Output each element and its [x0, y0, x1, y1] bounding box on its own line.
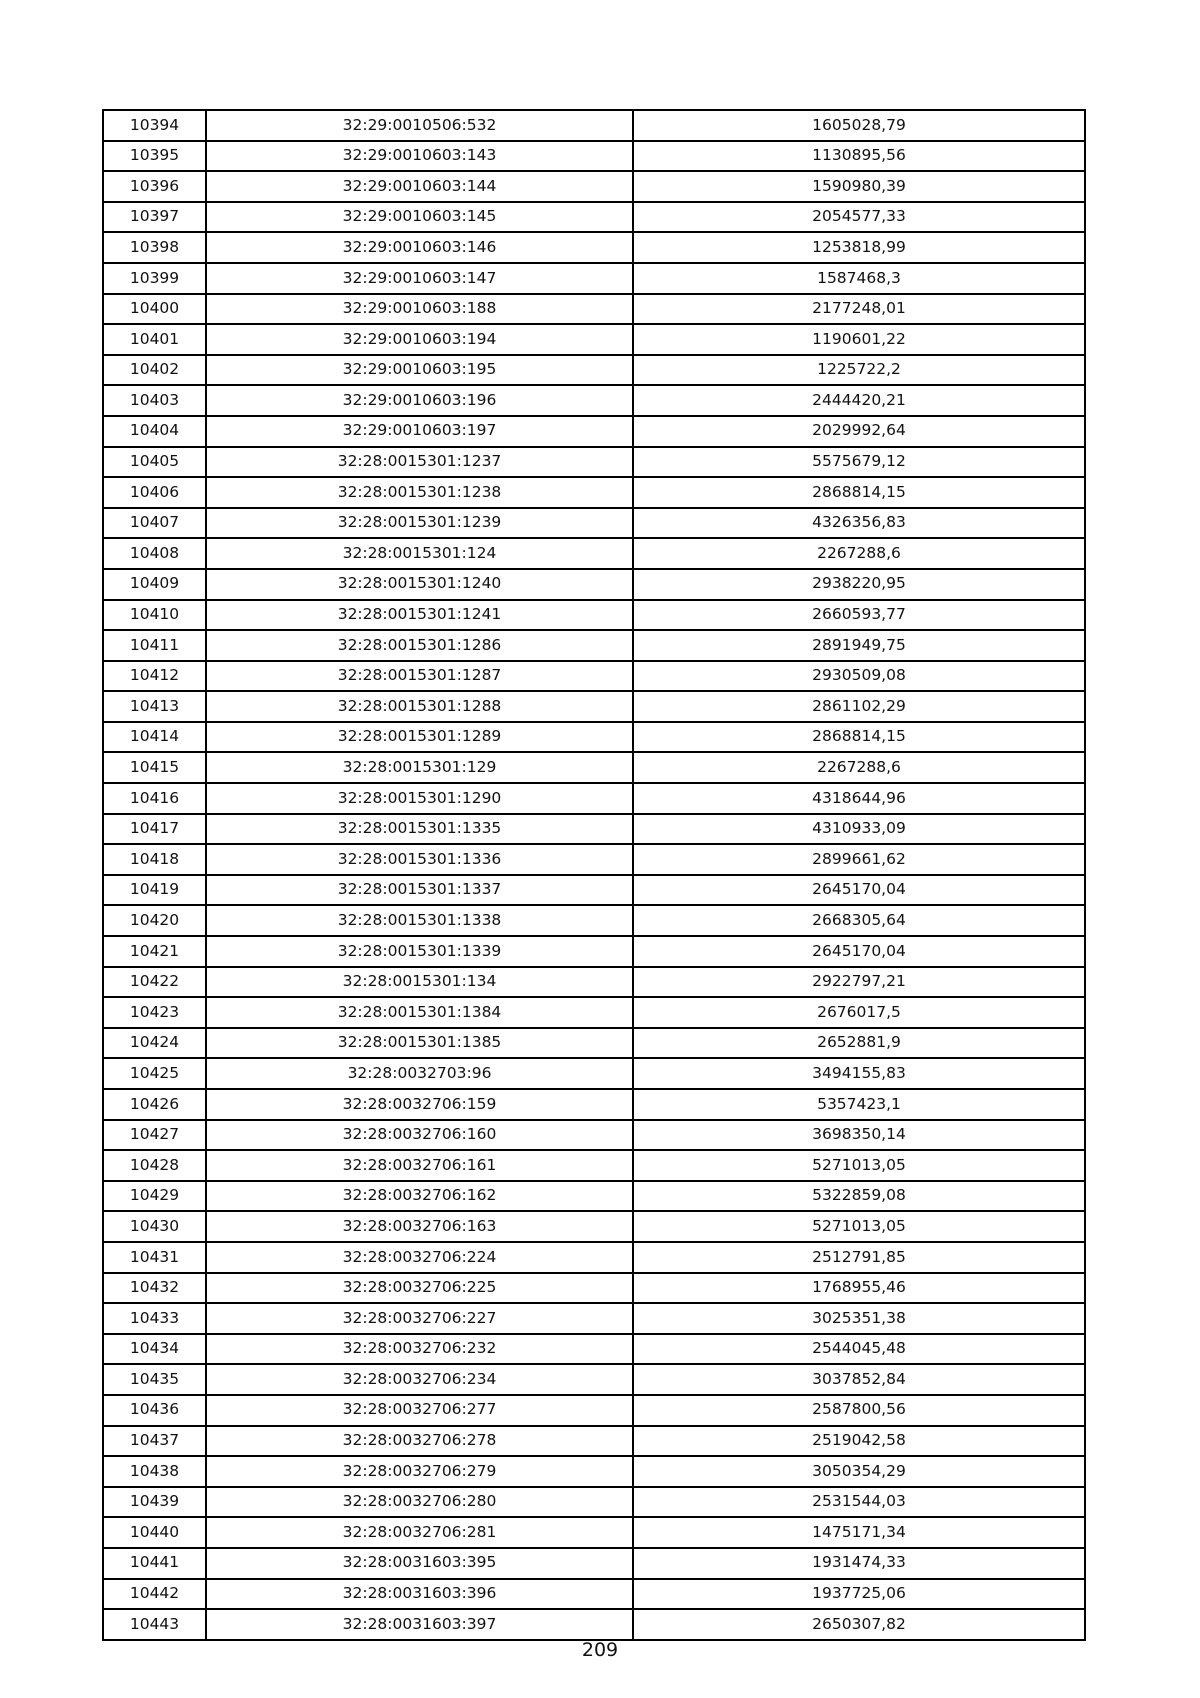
row-number-cell: 10411	[103, 630, 206, 661]
row-number-cell: 10439	[103, 1487, 206, 1518]
cadastral-value-cell: 2868814,15	[633, 722, 1085, 753]
cadastral-value-cell: 2868814,15	[633, 477, 1085, 508]
cadastral-number-cell: 32:28:0032706:281	[206, 1517, 633, 1548]
row-number-cell: 10406	[103, 477, 206, 508]
table-row	[103, 1120, 1085, 1151]
row-number-cell: 10430	[103, 1211, 206, 1242]
table-row	[103, 844, 1085, 875]
cadastral-number-cell: 32:29:0010603:145	[206, 202, 633, 233]
cadastral-number-cell: 32:29:0010603:147	[206, 263, 633, 294]
cadastral-value-cell: 5322859,08	[633, 1181, 1085, 1212]
table-row	[103, 447, 1085, 478]
table-row	[103, 905, 1085, 936]
cadastral-number-cell: 32:28:0015301:1336	[206, 844, 633, 875]
table-row	[103, 936, 1085, 967]
row-number-cell: 10395	[103, 141, 206, 172]
cadastral-number-cell: 32:29:0010603:144	[206, 171, 633, 202]
cadastral-value-cell: 2899661,62	[633, 844, 1085, 875]
table-row	[103, 1487, 1085, 1518]
row-number-cell: 10427	[103, 1120, 206, 1151]
cadastral-value-cell: 4318644,96	[633, 783, 1085, 814]
cadastral-number-cell: 32:28:0032706:232	[206, 1334, 633, 1365]
table-row	[103, 1456, 1085, 1487]
table-row	[103, 110, 1085, 141]
cadastral-number-cell: 32:28:0032706:224	[206, 1242, 633, 1273]
table-row	[103, 1181, 1085, 1212]
row-number-cell: 10423	[103, 997, 206, 1028]
cadastral-value-cell: 1475171,34	[633, 1517, 1085, 1548]
cadastral-number-cell: 32:29:0010603:188	[206, 294, 633, 325]
table-row	[103, 569, 1085, 600]
cadastral-number-cell: 32:28:0032706:227	[206, 1303, 633, 1334]
table-row	[103, 783, 1085, 814]
cadastral-number-cell: 32:28:0015301:1335	[206, 814, 633, 845]
cadastral-value-cell: 2891949,75	[633, 630, 1085, 661]
cadastral-number-cell: 32:28:0032706:163	[206, 1211, 633, 1242]
table-row	[103, 1334, 1085, 1365]
table-row	[103, 752, 1085, 783]
row-number-cell: 10419	[103, 875, 206, 906]
table-row	[103, 997, 1085, 1028]
table-body	[103, 110, 1085, 1640]
row-number-cell: 10398	[103, 232, 206, 263]
row-number-cell: 10421	[103, 936, 206, 967]
cadastral-value-cell: 2660593,77	[633, 600, 1085, 631]
table-row	[103, 1426, 1085, 1457]
cadastral-value-cell: 1937725,06	[633, 1579, 1085, 1610]
row-number-cell: 10442	[103, 1579, 206, 1610]
table-row	[103, 355, 1085, 386]
table-row	[103, 538, 1085, 569]
row-number-cell: 10404	[103, 416, 206, 447]
cadastral-number-cell: 32:28:0032706:161	[206, 1150, 633, 1181]
cadastral-number-cell: 32:28:0032706:234	[206, 1364, 633, 1395]
cadastral-number-cell: 32:28:0015301:134	[206, 967, 633, 998]
row-number-cell: 10409	[103, 569, 206, 600]
cadastral-number-cell: 32:28:0015301:1290	[206, 783, 633, 814]
row-number-cell: 10399	[103, 263, 206, 294]
cadastral-value-cell: 4310933,09	[633, 814, 1085, 845]
cadastral-value-cell: 1587468,3	[633, 263, 1085, 294]
cadastral-number-cell: 32:28:0031603:395	[206, 1548, 633, 1579]
table-row	[103, 1303, 1085, 1334]
table-row	[103, 1242, 1085, 1273]
cadastral-number-cell: 32:28:0015301:1286	[206, 630, 633, 661]
cadastral-value-cell: 2645170,04	[633, 875, 1085, 906]
cadastral-number-cell: 32:28:0015301:1339	[206, 936, 633, 967]
row-number-cell: 10405	[103, 447, 206, 478]
table-row	[103, 171, 1085, 202]
table-row	[103, 600, 1085, 631]
cadastral-number-cell: 32:28:0015301:1385	[206, 1028, 633, 1059]
cadastral-number-cell: 32:28:0015301:1240	[206, 569, 633, 600]
cadastral-number-cell: 32:28:0032706:159	[206, 1089, 633, 1120]
cadastral-number-cell: 32:28:0015301:1237	[206, 447, 633, 478]
cadastral-number-cell: 32:29:0010603:143	[206, 141, 633, 172]
row-number-cell: 10425	[103, 1058, 206, 1089]
table-row	[103, 1150, 1085, 1181]
row-number-cell: 10432	[103, 1273, 206, 1304]
cadastral-number-cell: 32:28:0015301:1337	[206, 875, 633, 906]
cadastral-value-cell: 1190601,22	[633, 324, 1085, 355]
row-number-cell: 10440	[103, 1517, 206, 1548]
table-row	[103, 1609, 1085, 1640]
table-row	[103, 385, 1085, 416]
table-row	[103, 630, 1085, 661]
cadastral-value-cell: 2519042,58	[633, 1426, 1085, 1457]
cadastral-value-cell: 2444420,21	[633, 385, 1085, 416]
cadastral-number-cell: 32:28:0015301:1289	[206, 722, 633, 753]
row-number-cell: 10402	[103, 355, 206, 386]
table-row	[103, 294, 1085, 325]
cadastral-value-cell: 5271013,05	[633, 1150, 1085, 1181]
cadastral-number-cell: 32:29:0010603:194	[206, 324, 633, 355]
cadastral-number-cell: 32:28:0032706:279	[206, 1456, 633, 1487]
table-row	[103, 1548, 1085, 1579]
table-row	[103, 232, 1085, 263]
table-row	[103, 141, 1085, 172]
table-row	[103, 477, 1085, 508]
table-row	[103, 1579, 1085, 1610]
row-number-cell: 10438	[103, 1456, 206, 1487]
row-number-cell: 10418	[103, 844, 206, 875]
cadastral-number-cell: 32:28:0015301:1241	[206, 600, 633, 631]
cadastral-value-cell: 2938220,95	[633, 569, 1085, 600]
cadastral-number-cell: 32:28:0015301:1287	[206, 661, 633, 692]
cadastral-number-cell: 32:28:0015301:124	[206, 538, 633, 569]
cadastral-number-cell: 32:28:0015301:129	[206, 752, 633, 783]
table-row	[103, 1517, 1085, 1548]
cadastral-number-cell: 32:28:0031603:397	[206, 1609, 633, 1640]
row-number-cell: 10394	[103, 110, 206, 141]
cadastral-value-cell: 1768955,46	[633, 1273, 1085, 1304]
cadastral-number-cell: 32:28:0015301:1239	[206, 508, 633, 539]
cadastral-number-cell: 32:28:0032706:278	[206, 1426, 633, 1457]
cadastral-number-cell: 32:29:0010506:532	[206, 110, 633, 141]
row-number-cell: 10422	[103, 967, 206, 998]
row-number-cell: 10429	[103, 1181, 206, 1212]
row-number-cell: 10424	[103, 1028, 206, 1059]
row-number-cell: 10434	[103, 1334, 206, 1365]
cadastral-value-cell: 2029992,64	[633, 416, 1085, 447]
cadastral-value-cell: 2922797,21	[633, 967, 1085, 998]
row-number-cell: 10403	[103, 385, 206, 416]
cadastral-number-cell: 32:28:0015301:1288	[206, 691, 633, 722]
row-number-cell: 10420	[103, 905, 206, 936]
row-number-cell: 10426	[103, 1089, 206, 1120]
cadastral-number-cell: 32:28:0015301:1384	[206, 997, 633, 1028]
cadastral-number-cell: 32:28:0031603:396	[206, 1579, 633, 1610]
table-row	[103, 324, 1085, 355]
row-number-cell: 10412	[103, 661, 206, 692]
table-row	[103, 1211, 1085, 1242]
cadastral-value-cell: 5357423,1	[633, 1089, 1085, 1120]
cadastral-number-cell: 32:29:0010603:197	[206, 416, 633, 447]
cadastral-value-cell: 2054577,33	[633, 202, 1085, 233]
row-number-cell: 10428	[103, 1150, 206, 1181]
row-number-cell: 10435	[103, 1364, 206, 1395]
table-row	[103, 722, 1085, 753]
row-number-cell: 10436	[103, 1395, 206, 1426]
cadastral-value-cell: 2544045,48	[633, 1334, 1085, 1365]
row-number-cell: 10437	[103, 1426, 206, 1457]
cadastral-value-cell: 5271013,05	[633, 1211, 1085, 1242]
cadastral-number-cell: 32:29:0010603:196	[206, 385, 633, 416]
table-row	[103, 967, 1085, 998]
table-row	[103, 416, 1085, 447]
cadastral-number-cell: 32:28:0032706:225	[206, 1273, 633, 1304]
row-number-cell: 10397	[103, 202, 206, 233]
cadastral-value-cell: 2177248,01	[633, 294, 1085, 325]
row-number-cell: 10396	[103, 171, 206, 202]
cadastral-number-cell: 32:28:0015301:1338	[206, 905, 633, 936]
table-row	[103, 1395, 1085, 1426]
cadastral-value-cell: 3698350,14	[633, 1120, 1085, 1151]
cadastral-number-cell: 32:28:0032706:277	[206, 1395, 633, 1426]
cadastral-value-cell: 3037852,84	[633, 1364, 1085, 1395]
cadastral-value-cell: 1931474,33	[633, 1548, 1085, 1579]
cadastral-number-cell: 32:28:0015301:1238	[206, 477, 633, 508]
cadastral-value-cell: 1253818,99	[633, 232, 1085, 263]
cadastral-value-cell: 4326356,83	[633, 508, 1085, 539]
cadastral-value-cell: 2930509,08	[633, 661, 1085, 692]
row-number-cell: 10433	[103, 1303, 206, 1334]
cadastral-number-cell: 32:28:0032706:280	[206, 1487, 633, 1518]
cadastral-value-cell: 2645170,04	[633, 936, 1085, 967]
row-number-cell: 10410	[103, 600, 206, 631]
cadastral-number-cell: 32:28:0032706:162	[206, 1181, 633, 1212]
row-number-cell: 10401	[103, 324, 206, 355]
cadastral-number-cell: 32:28:0032703:96	[206, 1058, 633, 1089]
table-row	[103, 1364, 1085, 1395]
cadastral-value-cell: 2267288,6	[633, 538, 1085, 569]
table-row	[103, 1273, 1085, 1304]
table-row	[103, 661, 1085, 692]
row-number-cell: 10415	[103, 752, 206, 783]
row-number-cell: 10441	[103, 1548, 206, 1579]
page-number: 209	[581, 1639, 619, 1661]
table-row	[103, 691, 1085, 722]
row-number-cell: 10443	[103, 1609, 206, 1640]
cadastral-value-cell: 2587800,56	[633, 1395, 1085, 1426]
cadastral-value-cell: 2531544,03	[633, 1487, 1085, 1518]
cadastral-number-cell: 32:29:0010603:195	[206, 355, 633, 386]
cadastral-value-cell: 2861102,29	[633, 691, 1085, 722]
row-number-cell: 10416	[103, 783, 206, 814]
cadastral-value-cell: 1590980,39	[633, 171, 1085, 202]
table-row	[103, 1089, 1085, 1120]
cadastral-value-cell: 1130895,56	[633, 141, 1085, 172]
row-number-cell: 10400	[103, 294, 206, 325]
cadastral-value-cell: 1605028,79	[633, 110, 1085, 141]
cadastral-value-cell: 3494155,83	[633, 1058, 1085, 1089]
table-row	[103, 508, 1085, 539]
cadastral-value-cell: 5575679,12	[633, 447, 1085, 478]
cadastral-value-cell: 2668305,64	[633, 905, 1085, 936]
cadastral-value-cell: 2676017,5	[633, 997, 1085, 1028]
cadastral-number-cell: 32:28:0032706:160	[206, 1120, 633, 1151]
row-number-cell: 10414	[103, 722, 206, 753]
table-row	[103, 1058, 1085, 1089]
cadastral-value-cell: 2512791,85	[633, 1242, 1085, 1273]
table-row	[103, 875, 1085, 906]
cadastral-value-table	[102, 109, 1086, 1641]
table-row	[103, 202, 1085, 233]
table-row	[103, 263, 1085, 294]
cadastral-value-cell: 3050354,29	[633, 1456, 1085, 1487]
cadastral-value-cell: 2650307,82	[633, 1609, 1085, 1640]
table-row	[103, 814, 1085, 845]
row-number-cell: 10431	[103, 1242, 206, 1273]
cadastral-value-cell: 2267288,6	[633, 752, 1085, 783]
row-number-cell: 10413	[103, 691, 206, 722]
row-number-cell: 10417	[103, 814, 206, 845]
row-number-cell: 10408	[103, 538, 206, 569]
row-number-cell: 10407	[103, 508, 206, 539]
cadastral-value-cell: 3025351,38	[633, 1303, 1085, 1334]
cadastral-number-cell: 32:29:0010603:146	[206, 232, 633, 263]
table-row	[103, 1028, 1085, 1059]
cadastral-value-cell: 1225722,2	[633, 355, 1085, 386]
cadastral-value-cell: 2652881,9	[633, 1028, 1085, 1059]
